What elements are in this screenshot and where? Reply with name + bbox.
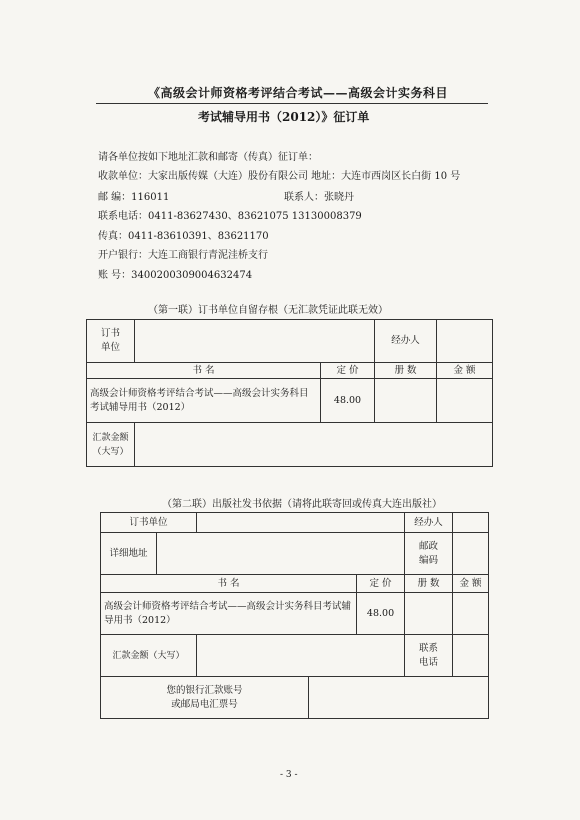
form2-amount-input[interactable] (453, 593, 489, 635)
contact-text: 联系人：张晓丹 (284, 192, 354, 203)
form2-unit-input[interactable] (197, 513, 405, 533)
form2-book-header: 书 名 (101, 575, 357, 593)
form1-unit-input[interactable] (135, 320, 375, 363)
phone-text: 联系电话：0411-83627430、83621075 13130008379 (98, 211, 362, 222)
form1-unit-label: 订书 单位 (87, 320, 135, 363)
form2-postcode-label: 邮政 编码 (405, 533, 453, 575)
form2-price: 48.00 (357, 593, 405, 635)
form2-book-name: 高级会计师资格考评结合考试——高级会计实务科目考试辅导用书（2012） (101, 593, 357, 635)
title-rule (96, 103, 488, 104)
form2-address-input[interactable] (157, 533, 405, 575)
intro-text: 请各单位按如下地址汇款和邮寄（传真）征订单： (98, 152, 318, 163)
form1-table (86, 319, 493, 467)
form2-handler-label: 经办人 (405, 513, 453, 533)
form1-amount-input[interactable] (437, 379, 493, 423)
form2-handler-input[interactable] (453, 513, 489, 533)
form1-qty-input[interactable] (375, 379, 437, 423)
form2-unit-label: 订书单位 (101, 513, 197, 533)
form2-bank-label: 您的银行汇款账号 或邮局电汇票号 (101, 677, 309, 719)
form1-book-header: 书 名 (87, 363, 321, 379)
form2-address-label: 详细地址 (101, 533, 157, 575)
form2-price-header: 定 价 (357, 575, 405, 593)
form1-price: 48.00 (321, 379, 375, 423)
form2-qty-header: 册 数 (405, 575, 453, 593)
form1-handler-label: 经办人 (375, 320, 437, 363)
title-line-2: 考试辅导用书（2012）》征订单 (198, 110, 370, 124)
form2-qty-input[interactable] (405, 593, 453, 635)
form2-phone-label: 联系 电话 (405, 635, 453, 677)
title-line-1: 《高级会计师资格考评结合考试——高级会计实务科目 (148, 86, 449, 100)
form2-amount-header: 金 额 (453, 575, 489, 593)
form2-total-input[interactable] (197, 635, 405, 677)
fax-text: 传真：0411-83610391、83621170 (98, 231, 269, 242)
form1-handler-input[interactable] (437, 320, 493, 363)
form1-amount-header: 金 额 (437, 363, 493, 379)
form1-caption: （第一联）订书单位自留存根（无汇款凭证此联无效） (148, 305, 388, 316)
page-number: - 3 - (280, 770, 298, 780)
account-text: 账 号：3400200309004632474 (98, 270, 253, 281)
form1-qty-header: 册 数 (375, 363, 437, 379)
form2-table (100, 512, 489, 719)
form1-total-label: 汇款金额 （大写） (87, 423, 135, 467)
form2-phone-input[interactable] (453, 635, 489, 677)
bank-text: 开户银行：大连工商银行青泥洼桥支行 (98, 250, 268, 261)
form2-postcode-input[interactable] (453, 533, 489, 575)
form2-bank-input[interactable] (309, 677, 489, 719)
postcode-text: 邮 编：116011 (98, 192, 170, 203)
form2-caption: （第二联）出版社发书依据（请将此联寄回或传真大连出版社） (162, 499, 442, 510)
form1-book-name: 高级会计师资格考评结合考试——高级会计实务科目考试辅导用书（2012） (87, 379, 321, 423)
form1-price-header: 定 价 (321, 363, 375, 379)
payee-text: 收款单位：大家出版传媒（大连）股份有限公司 地址：大连市西岗区长白街 10 号 (98, 171, 461, 182)
form1-total-input[interactable] (135, 423, 493, 467)
form2-total-label: 汇款金额（大写） (101, 635, 197, 677)
